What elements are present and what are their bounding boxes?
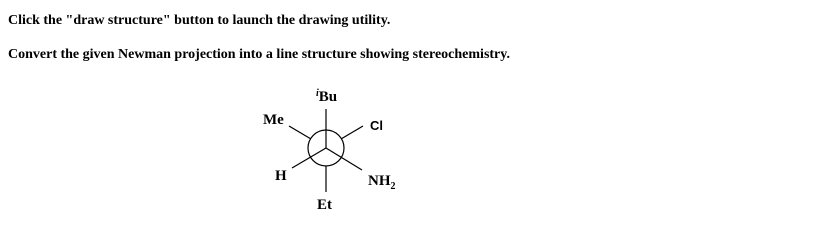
substituent-top-prefix: i: [316, 88, 319, 99]
instruction-convert-newman: Convert the given Newman projection into a line structure showing stereochemistry.: [8, 47, 510, 62]
substituent-top: [316, 88, 337, 105]
substituent-top-text: Bu: [318, 89, 338, 105]
instruction-draw-structure: Click the "draw structure" button to launch the drawing utility.: [8, 13, 391, 28]
substituent-bottom: Et: [317, 197, 332, 213]
substituent-upper-left: Me: [263, 112, 284, 128]
back-bond-upper-left: [289, 126, 311, 139]
back-bond-upper-right: [341, 126, 363, 139]
substituent-lower-left: H: [275, 168, 287, 184]
substituent-upper-right: Cl: [370, 118, 383, 133]
substituent-lower-right-subscript: 2: [390, 181, 396, 192]
substituent-lower-right-text: NH: [368, 173, 391, 189]
substituent-lower-right: [368, 173, 396, 192]
